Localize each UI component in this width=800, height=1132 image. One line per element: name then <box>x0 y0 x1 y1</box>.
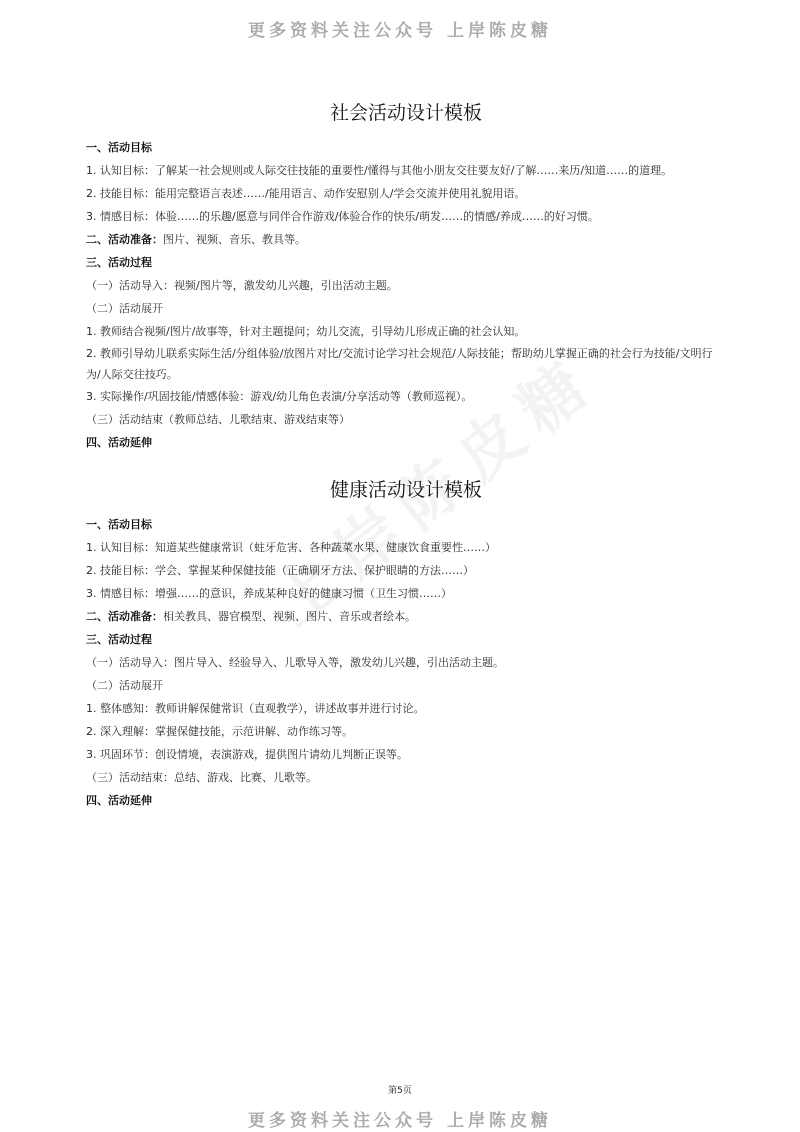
social-develop-step-2: 2. 教师引导幼儿联系实际生活/分组体验/放图片对比/交流讨论学习社会规范/人际技能；帮助幼儿掌握正确的社会行为技能/文明行为/人际交往技巧。 <box>86 347 713 381</box>
social-heading-extension: 四、活动延伸 <box>86 436 152 449</box>
social-activity-section <box>86 100 726 454</box>
health-develop-step-3: 3. 巩固环节：创设情境，表演游戏，提供图片请幼儿判断正误等。 <box>86 748 408 761</box>
social-goal-cognitive: 1. 认知目标：了解某一社会规则或人际交往技能的重要性/懂得与其他小朋友交往要友好/了解……来历/知道……的道理。 <box>86 164 673 177</box>
health-preparation <box>86 605 726 628</box>
health-develop-step-2: 2. 深入理解：掌握保健技能，示范讲解、动作练习等。 <box>86 725 353 738</box>
social-title: 社会活动设计模板 <box>329 102 482 124</box>
page-number: 第5页 <box>388 1086 412 1096</box>
health-activity-section <box>86 477 726 812</box>
health-goal-cognitive: 1. 认知目标：知道某些健康常识（蛀牙危害、各种蔬菜水果、健康饮食重要性……） <box>86 541 496 554</box>
social-prep-text: 图片、视频、音乐、教具等。 <box>163 233 306 246</box>
health-goal-skill: 2. 技能目标：学会、掌握某种保健技能（正确刷牙方法、保护眼睛的方法……） <box>86 564 474 577</box>
health-develop-step-1: 1. 整体感知：教师讲解保健常识（直观教学），讲述故事并进行讨论。 <box>86 702 425 715</box>
social-develop-step-3: 3. 实际操作/巩固技能/情感体验：游戏/幼儿角色表演/分享活动等（教师巡视）。 <box>86 390 473 403</box>
health-heading-goals: 一、活动目标 <box>86 518 152 531</box>
social-develop-step-1: 1. 教师结合视频/图片/故事等，针对主题提问；幼儿交流，引导幼儿形成正确的社会认知。 <box>86 325 526 338</box>
social-process-develop: （二）活动展开 <box>86 302 163 315</box>
social-prep-label: 二、活动准备： <box>86 233 163 246</box>
health-heading-process: 三、活动过程 <box>86 633 152 646</box>
health-process-end: （三）活动结束：总结、游戏、比赛、儿歌等。 <box>86 771 317 784</box>
footer-banner: 更多资料关注公众号 上岸陈皮糖 <box>248 1111 552 1131</box>
health-heading-extension: 四、活动延伸 <box>86 794 152 807</box>
social-goal-skill: 2. 技能目标：能用完整语言表述……/能用语言、动作安慰别人/学会交流并使用礼貌用语。 <box>86 187 526 200</box>
social-goal-emotion: 3. 情感目标：体验……的乐趣/愿意与同伴合作游戏/体验合作的快乐/萌发……的情感/养成……的好习惯。 <box>86 210 599 223</box>
health-process-develop: （二）活动展开 <box>86 679 163 692</box>
health-goal-emotion: 3. 情感目标：增强……的意识，养成某种良好的健康习惯（卫生习惯……） <box>86 587 452 600</box>
header-banner: 更多资料关注公众号 上岸陈皮糖 <box>248 21 552 41</box>
social-heading-process: 三、活动过程 <box>86 256 152 269</box>
social-process-end: （三）活动结束（教师总结、儿歌结束、游戏结束等） <box>86 413 350 426</box>
social-process-intro: （一）活动导入：视频/图片等，激发幼儿兴趣，引出活动主题。 <box>86 279 398 292</box>
health-title: 健康活动设计模板 <box>329 479 482 501</box>
health-prep-text: 相关教具、器官模型、视频、图片、音乐或者绘本。 <box>163 610 416 623</box>
social-heading-goals: 一、活动目标 <box>86 141 152 154</box>
health-process-intro: （一）活动导入：图片导入、经验导入、儿歌导入等，激发幼儿兴趣，引出活动主题。 <box>86 656 504 669</box>
social-preparation <box>86 228 726 251</box>
health-prep-label: 二、活动准备： <box>86 610 163 623</box>
